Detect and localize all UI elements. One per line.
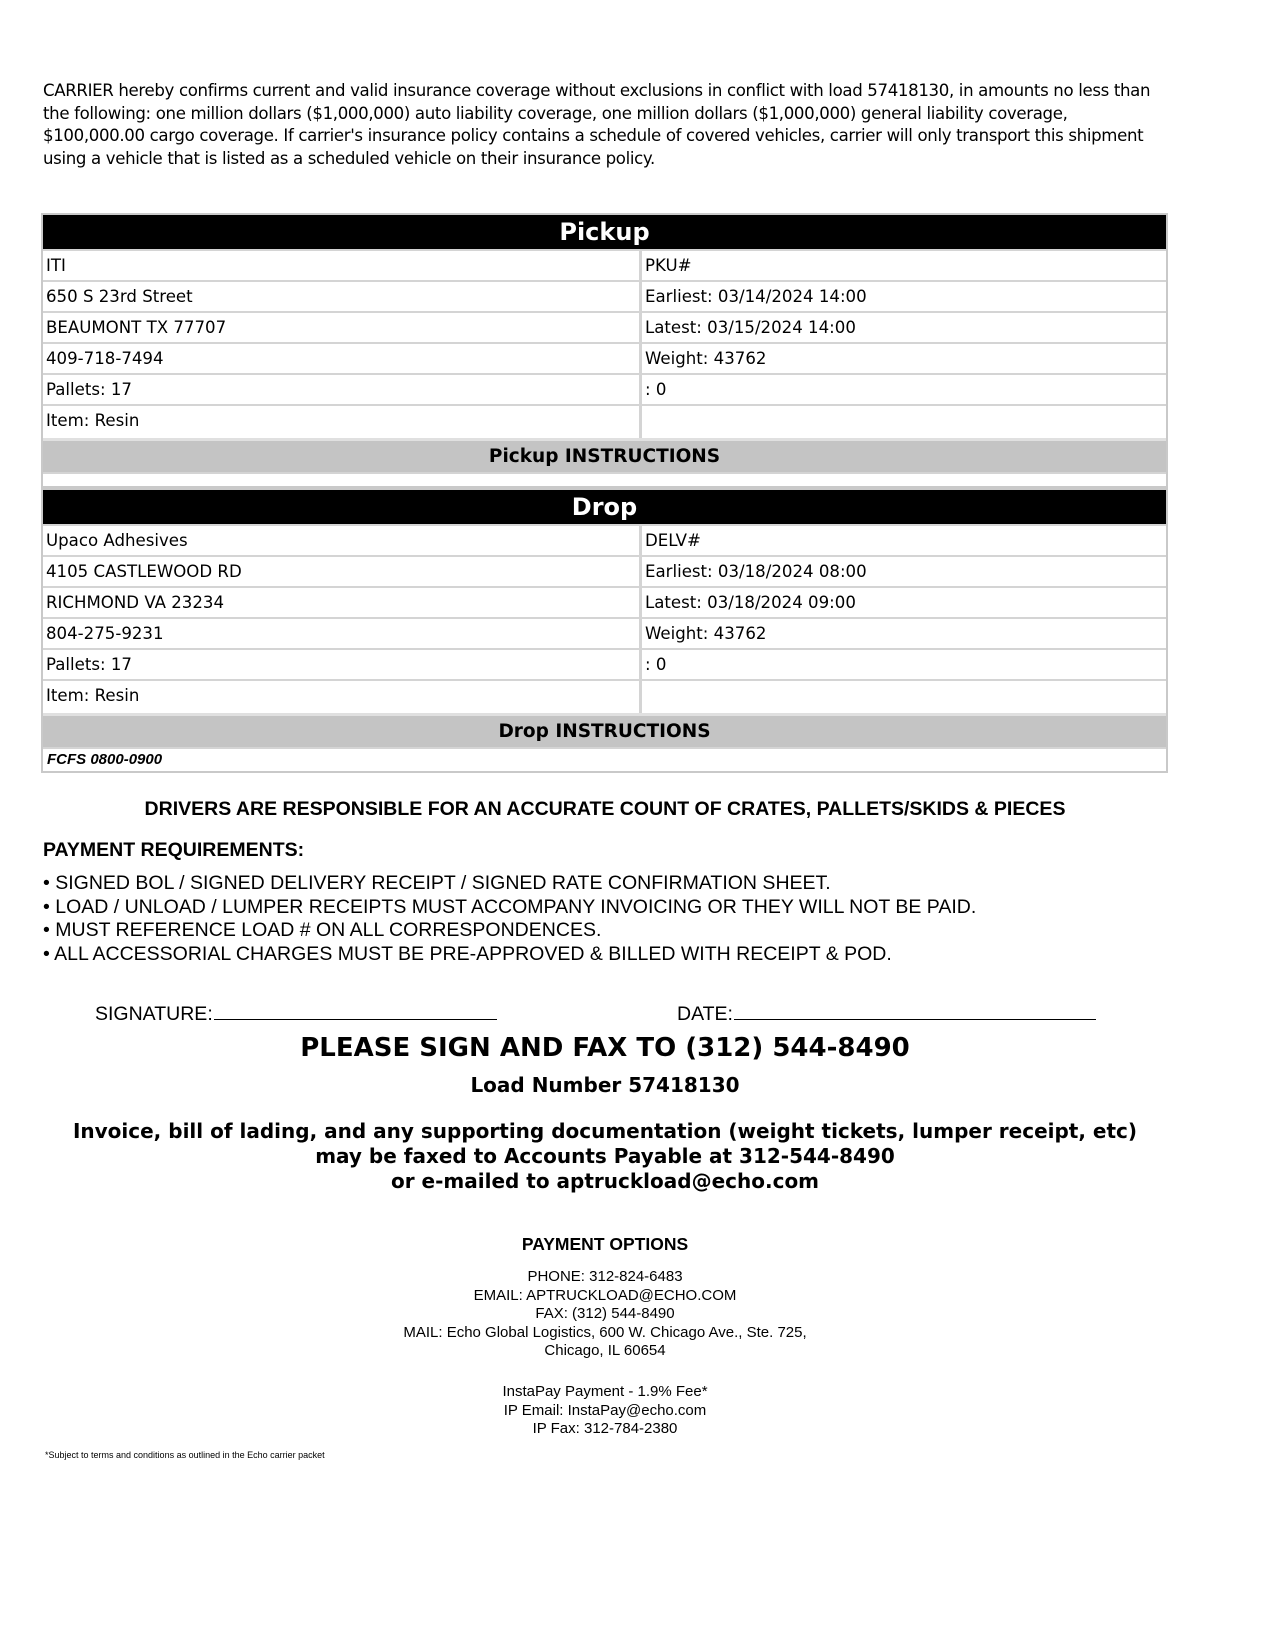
list-item: • ALL ACCESSORIAL CHARGES MUST BE PRE-APPROVED & BILLED WITH RECEIPT & POD. [43,942,892,965]
pickup-cell: : 0 [639,375,1166,404]
pickup-cell [639,406,1166,438]
pickup-table [41,213,1168,488]
payment-options-title: PAYMENT OPTIONS [521,1234,689,1254]
pickup-cell: ITI [46,256,66,275]
pickup-cell: Earliest: 03/14/2024 14:00 [639,282,1166,311]
payment-requirements-title: PAYMENT REQUIREMENTS: [43,839,305,861]
drop-cell: DELV# [639,526,1166,555]
invoice-instructions [0,1119,1210,1194]
drivers-notice: DRIVERS ARE RESPONSIBLE FOR AN ACCURATE COUNT OF CRATES, PALLETS/SKIDS & PIECES [144,798,1066,820]
drop-cell: 4105 CASTLEWOOD RD [46,562,242,581]
signature-field[interactable] [95,1000,497,1026]
pickup-cell: Pallets: 17 [46,380,132,399]
drop-cell: Item: Resin [46,686,140,705]
contact-line: PHONE: 312-824-6483 [527,1268,683,1285]
instapay-line: IP Fax: 312-784-2380 [532,1420,678,1437]
pickup-title: Pickup [43,215,1166,249]
instapay-line: IP Email: InstaPay@echo.com [503,1401,707,1419]
pickup-instructions-title: Pickup INSTRUCTIONS [43,438,1166,472]
contact-line: EMAIL: APTRUCKLOAD@ECHO.COM [473,1286,737,1304]
pickup-cell: BEAUMONT TX 77707 [46,318,227,337]
fax-instruction-title: PLEASE SIGN AND FAX TO (312) 544-8490 [300,1033,910,1063]
drop-instructions-title: Drop INSTRUCTIONS [43,713,1166,747]
list-item: • LOAD / UNLOAD / LUMPER RECEIPTS MUST ACCOMPANY INVOICING OR THEY WILL NOT BE PAID. [43,895,977,918]
drop-cell [639,681,1166,713]
drop-title: Drop [43,490,1166,524]
pickup-cell: Item: Resin [46,411,140,430]
drop-cell: Weight: 43762 [639,619,1166,648]
drop-cell: RICHMOND VA 23234 [46,593,225,612]
signature-line[interactable] [214,1000,497,1020]
drop-cell: Pallets: 17 [46,655,132,674]
list-item: • MUST REFERENCE LOAD # ON ALL CORRESPONDENCES. [43,919,602,941]
pickup-instructions-text [43,472,1166,486]
date-label: DATE: [677,1003,733,1025]
invoice-line: may be faxed to Accounts Payable at 312-544-8490 [315,1144,895,1168]
instapay-block [0,1383,1210,1439]
contact-line: Chicago, IL 60654 [544,1342,666,1359]
signature-label: SIGNATURE: [95,1003,213,1025]
pickup-cell: Weight: 43762 [639,344,1166,373]
payment-requirements-list [43,872,976,966]
drop-cell: Earliest: 03/18/2024 08:00 [639,557,1166,586]
footnote: *Subject to terms and conditions as outlined in the Echo carrier packet [45,1450,325,1460]
contact-line: FAX: (312) 544-8490 [535,1305,675,1322]
pickup-cell: 409-718-7494 [46,349,164,368]
invoice-line: or e-mailed to aptruckload@echo.com [390,1169,820,1193]
instapay-line: InstaPay Payment - 1.9% Fee* [502,1383,708,1400]
drop-cell: Upaco Adhesives [46,531,188,550]
drop-instructions-text: FCFS 0800-0900 [43,747,1166,771]
date-field[interactable] [677,1000,1096,1026]
load-number: Load Number 57418130 [470,1073,740,1097]
payment-contact-block [0,1268,1210,1361]
pickup-cell: 650 S 23rd Street [46,287,193,306]
date-line[interactable] [734,1000,1096,1020]
invoice-line: Invoice, bill of lading, and any supporting documentation (weight tickets, lumper receipt, etc) [72,1119,1138,1143]
drop-cell: Latest: 03/18/2024 09:00 [639,588,1166,617]
drop-cell: 804-275-9231 [46,624,164,643]
list-item: • SIGNED BOL / SIGNED DELIVERY RECEIPT / SIGNED RATE CONFIRMATION SHEET. [43,872,831,894]
drop-cell: : 0 [639,650,1166,679]
drop-table [41,488,1168,773]
pickup-cell: Latest: 03/15/2024 14:00 [639,313,1166,342]
insurance-confirmation-text: CARRIER hereby confirms current and valid insurance coverage without exclusions in conflict with load 57418130, in amounts no less than the following: one million dollars ($1,000,000) auto liability coverage, one million dollars ($1,000,000) general liability coverage, $100,000.00 cargo coverage. If carrier's insurance policy contains a schedule of covered vehicles, carrier will only transport this shipment using a vehicle that is listed as a scheduled vehicle on their insurance policy. [43,81,1151,168]
contact-line: MAIL: Echo Global Logistics, 600 W. Chicago Ave., Ste. 725, [403,1323,807,1341]
pickup-cell: PKU# [639,251,1166,280]
